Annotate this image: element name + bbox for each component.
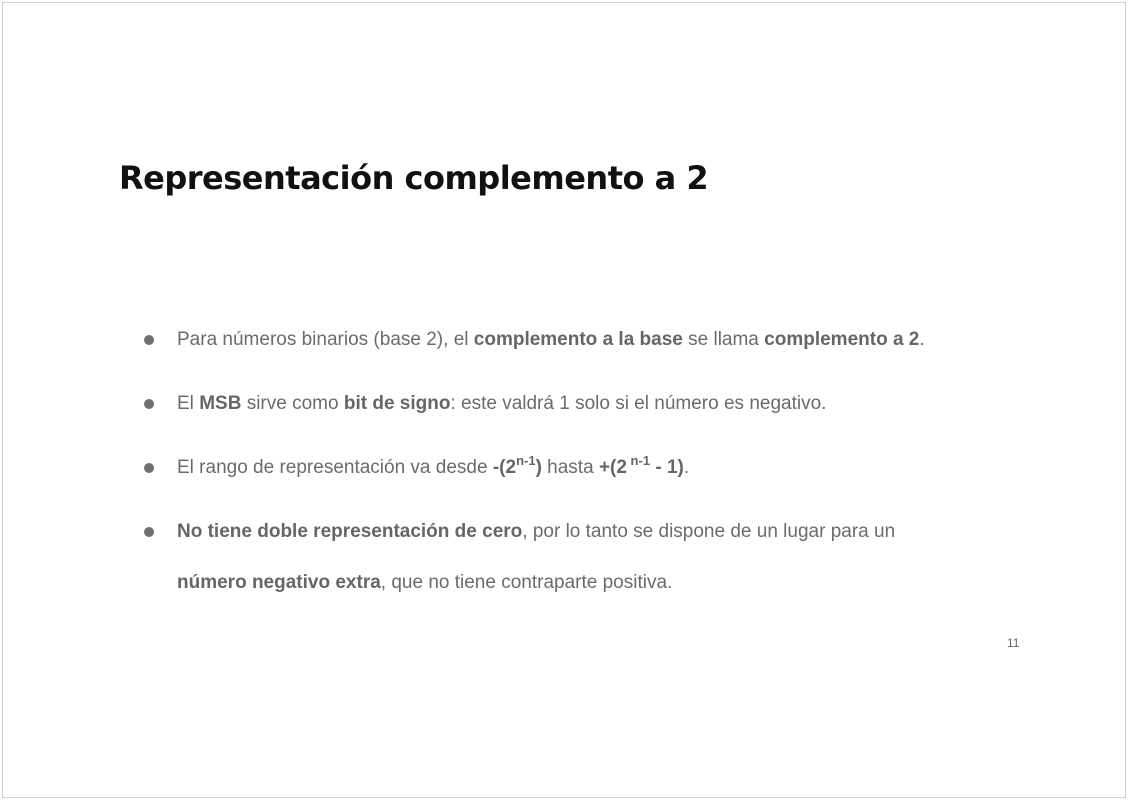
range-lower-bound: -(2$^{n-1}$) — [492, 452, 542, 478]
bullet-bold-text: complemento a 2 — [764, 329, 920, 350]
bullet-bold-text: bit de signo — [343, 393, 451, 414]
bullet-text: se llama — [682, 329, 765, 350]
slide — [2, 2, 1126, 798]
bullet-item — [139, 449, 1039, 486]
exponent: n-1 — [626, 452, 651, 468]
bullet-text: . — [683, 457, 690, 478]
bullet-text: , por lo tanto se dispone de un lugar para un — [522, 521, 896, 542]
bullet-text: Para números binarios (base 2), el — [177, 329, 474, 350]
bullet-dot-icon — [144, 399, 154, 409]
bullet-item — [139, 385, 1039, 422]
bullet-text: sirve como — [241, 393, 344, 414]
bullet-item — [139, 321, 1039, 358]
slide-title: Representación complemento a 2 — [119, 159, 709, 197]
bullet-text: El — [177, 393, 200, 414]
bullet-bold-text: número negativo extra — [177, 572, 381, 593]
bullet-dot-icon — [144, 335, 154, 345]
bullet-text: El rango de representación va desde — [177, 457, 493, 478]
bullet-bold-text: complemento a la base — [473, 329, 683, 350]
bullet-item — [139, 506, 1039, 608]
exponent: n-1 — [516, 452, 536, 468]
range-upper-bound: +(2 $^{n-1}$ - 1) — [598, 452, 684, 478]
bullet-bold-text: No tiene doble representación de cero — [177, 521, 523, 542]
bullet-bold-text: MSB — [199, 393, 242, 414]
page-number: 11 — [1007, 636, 1020, 650]
bullet-text: : este valdrá 1 solo si el número es negativo. — [450, 393, 827, 414]
bullet-text: , que no tiene contraparte positiva. — [380, 572, 673, 593]
bullet-text: hasta — [541, 457, 599, 478]
bullet-text: . — [919, 329, 925, 350]
bullet-list — [139, 321, 1039, 635]
bullet-dot-icon — [144, 527, 154, 537]
bullet-dot-icon — [144, 463, 154, 473]
